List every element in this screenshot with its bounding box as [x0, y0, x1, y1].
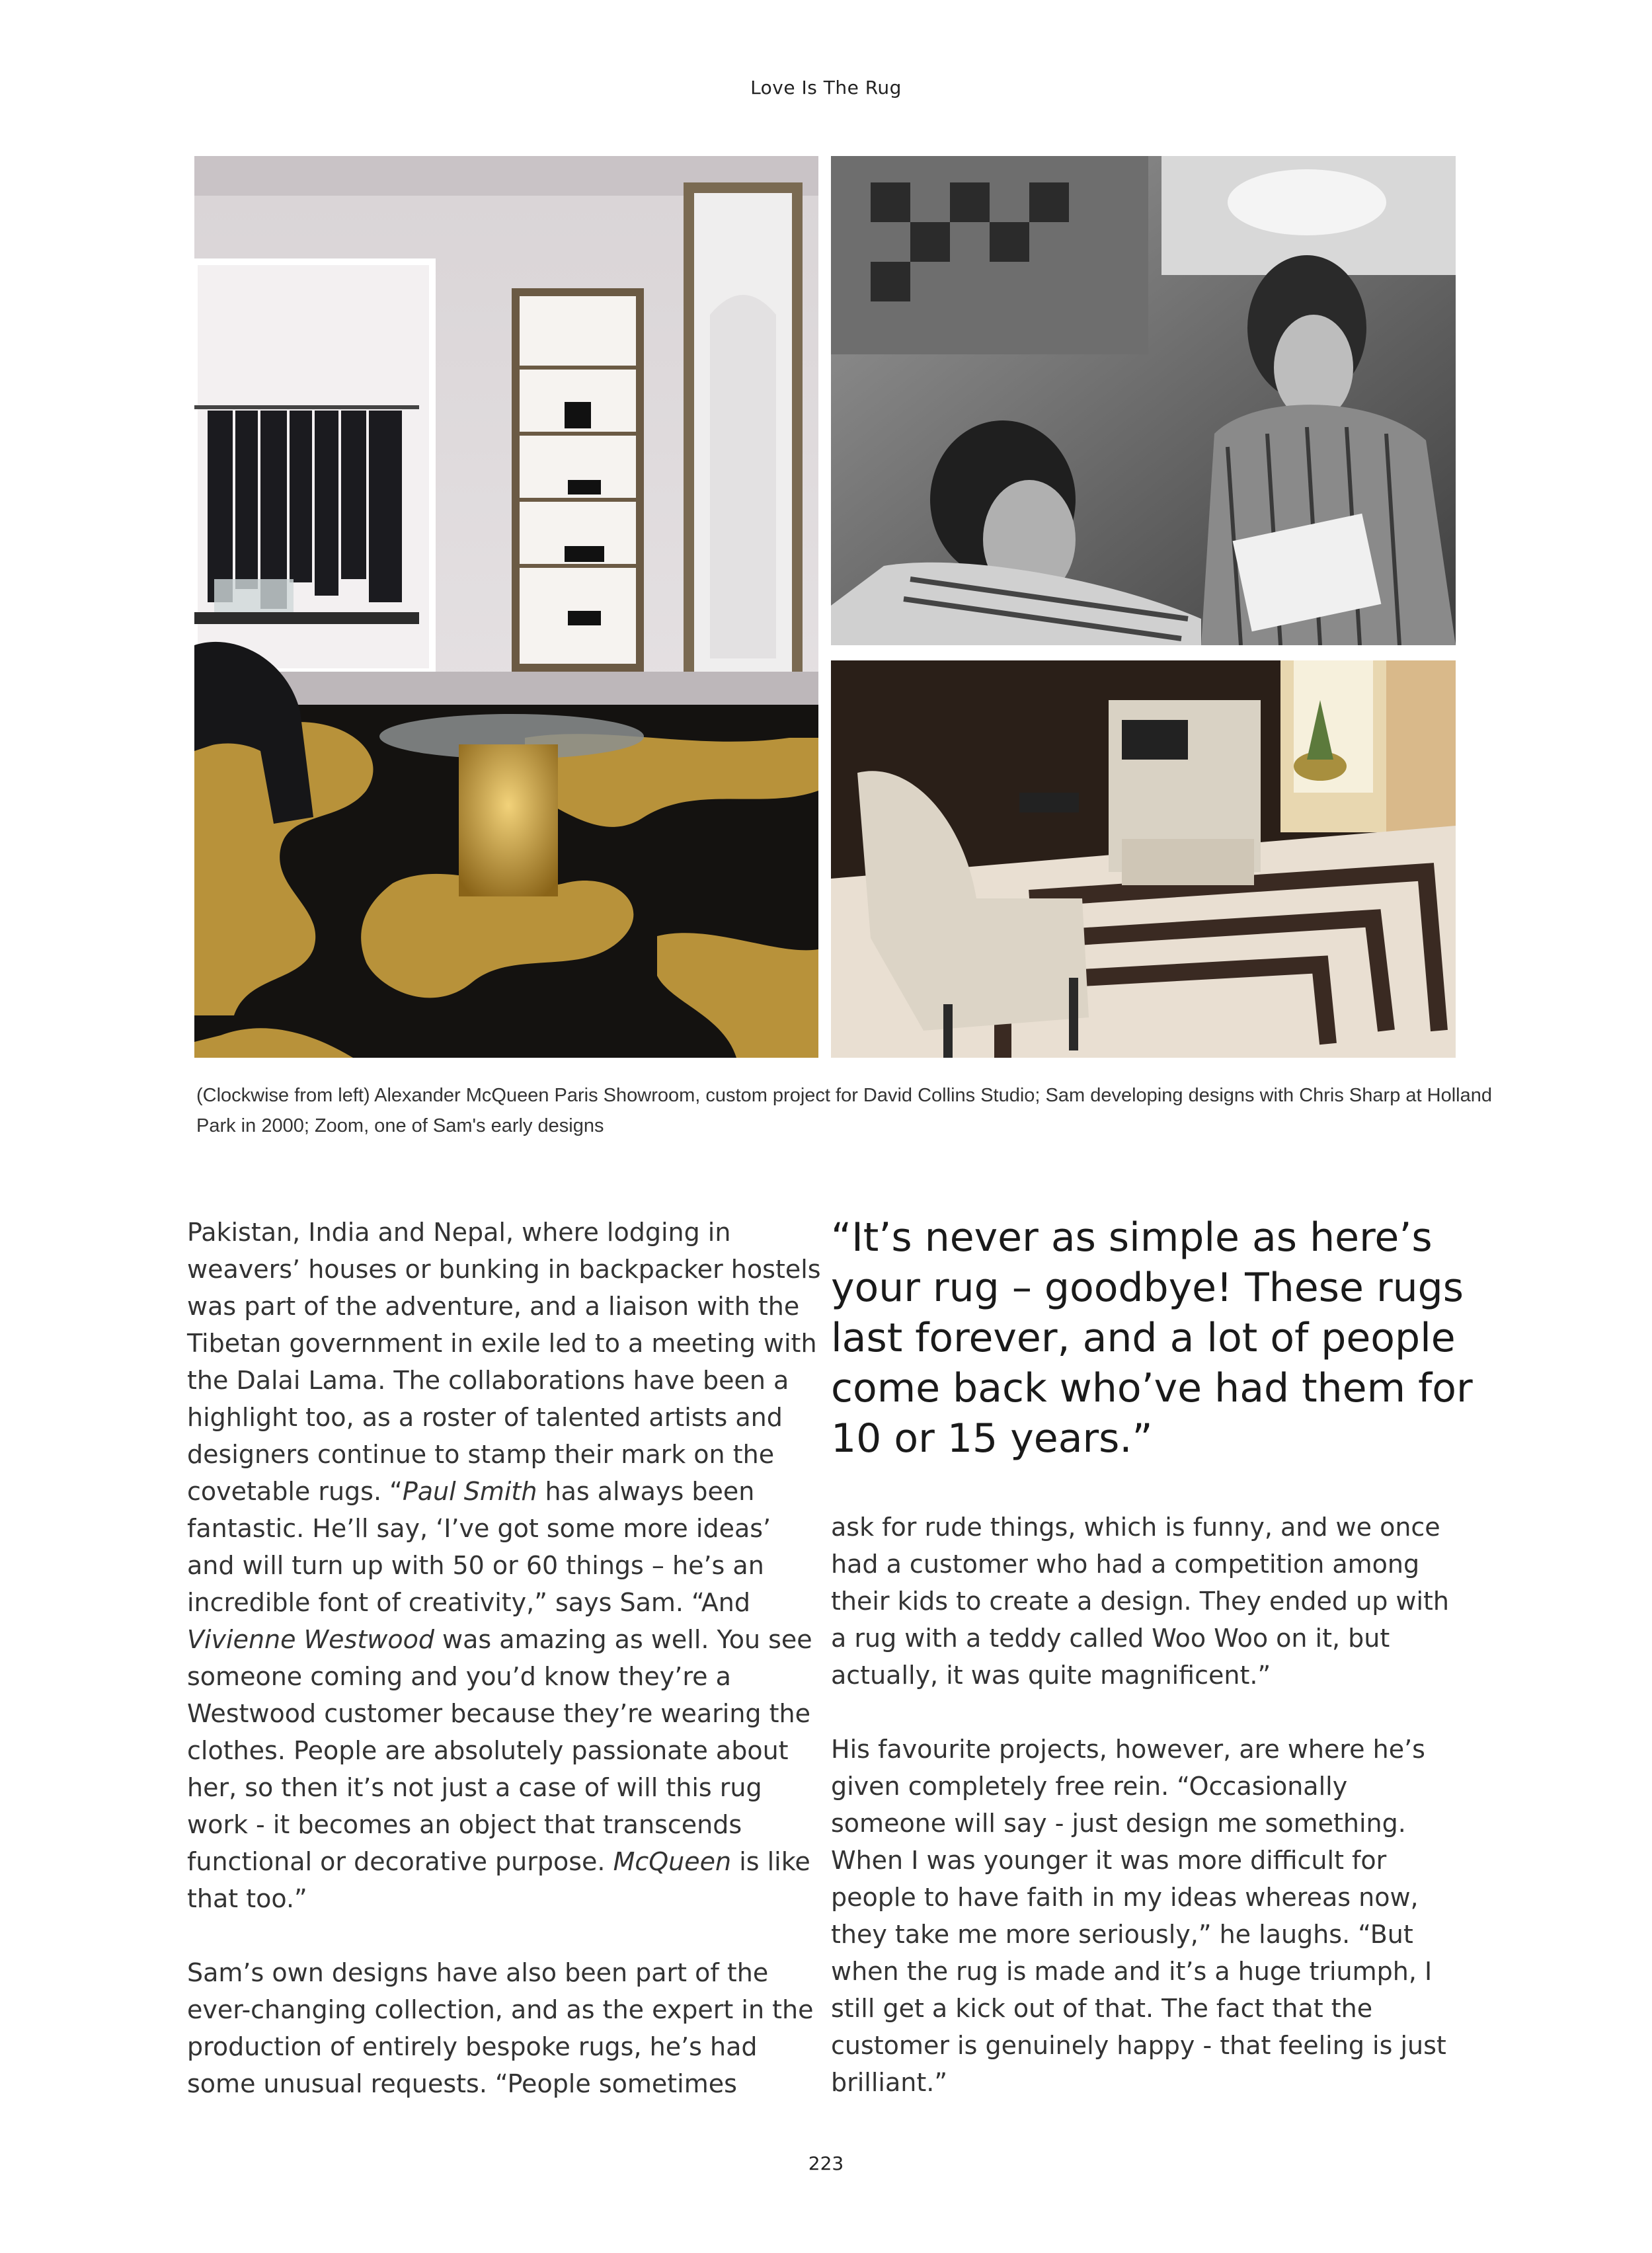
body-paragraph: Sam’s own designs have also been part of the ever-changing collection, and as the expert in the production of entirely bespoke rugs, he’s had some unusual requests. “People sometimes — [187, 1958, 814, 2098]
body-paragraph — [187, 1214, 822, 1917]
running-title: Love Is The Rug — [750, 77, 902, 99]
body-paragraph: ask for rude things, which is funny, and we once had a customer who had a competition among their kids to create a design. They ended up with a rug with a teddy called Woo Woo on it, but actually, it was quite magnificent.” — [831, 1513, 1450, 1690]
photo-caption: (Clockwise from left) Alexander McQueen Paris Showroom, custom project for David Collins Studio; Sam developing designs with Chris Sharp at Holland Park in 2000; Zoom, one of Sam's early designs — [196, 1085, 1492, 1136]
body-text: has always been fantastic. He’ll say, ‘I’ve got some more ideas’ and will turn up with 50 or 60 things – he’s an incredible font of creativity,” says Sam. “And — [187, 1477, 771, 1617]
photo-sam-chris-sharp — [831, 156, 1456, 645]
body-text: is like that too.” — [187, 1847, 810, 1913]
designer-name: McQueen — [613, 1847, 732, 1876]
body-paragraph: His favourite projects, however, are where he’s given completely free rein. “Occasionally someone will say - just design me something. When I was younger it was more difficult for people to have faith in my ideas whereas now, they take me more seriously,” he laughs. “But when the rug is made and it’s a huge triumph, I still get a kick out of that. The fact that the customer is genuinely happy - that feeling is just brilliant.” — [831, 1735, 1446, 2097]
body-text: Pakistan, India and Nepal, where lodging in weavers’ houses or bunking in backpacker hostels was part of the adventure, and a liaison with the Tibetan government in exile led to a meeting with the Dalai Lama. The collaborations have been a highlight too, as a roster of talented artists and designers continue to stamp their mark on the covetable rugs. “ — [187, 1218, 821, 1506]
photo-mcqueen-showroom — [194, 156, 818, 1058]
pull-quote: “It’s never as simple as here’s your rug – goodbye! These rugs last forever, and a lot of people come back who’ve had them for 10 or 15 years.” — [831, 1214, 1473, 1462]
designer-name: Vivienne Westwood — [187, 1625, 434, 1654]
body-text: was amazing as well. You see someone coming and you’d know they’re a Westwood customer because they’re wearing the clothes. People are absolutely passionate about her, so then it’s not just a case of will this rug work - it becomes an object that transcends functional or decorative purpose. — [187, 1625, 812, 1876]
body-column-left — [187, 1214, 822, 2139]
photo-zoom-rug — [831, 660, 1456, 1058]
designer-name: Paul Smith — [402, 1477, 537, 1506]
body-column-right — [831, 1509, 1466, 2138]
page-number: 223 — [808, 2153, 844, 2174]
